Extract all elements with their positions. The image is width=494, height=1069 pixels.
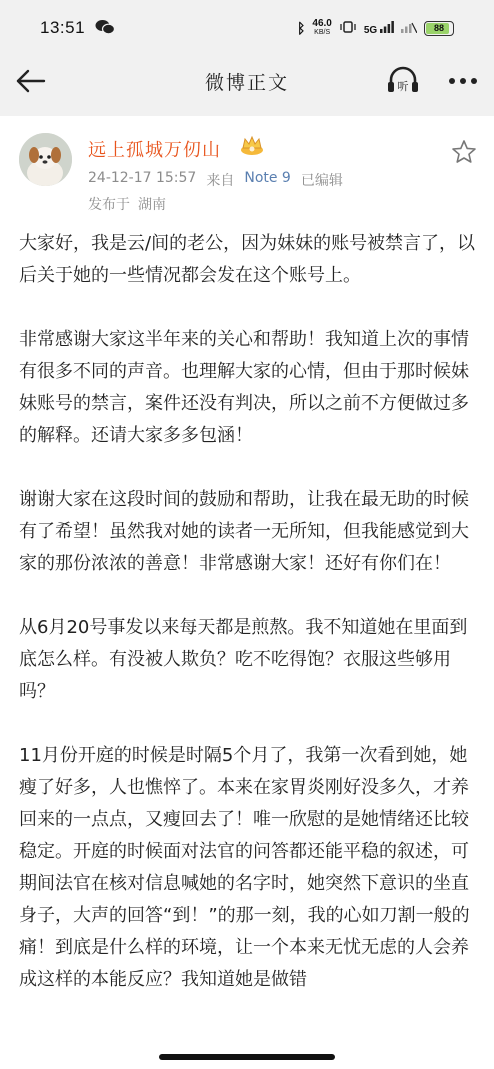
paragraph: 谢谢大家在这段时间的鼓励和帮助，让我在最无助的时候有了希望！虽然我对她的读者一无所知，但我能感觉到大家的那份浓浓的善意！非常感谢大家！还好有你们在！ <box>19 489 469 574</box>
status-icons <box>297 19 454 37</box>
signal-icon-secondary <box>401 21 417 36</box>
post-date: 24-12-17 15:57 <box>88 170 197 186</box>
home-indicator[interactable] <box>159 1054 335 1060</box>
status-bar <box>0 0 494 56</box>
post-body <box>19 228 479 1028</box>
more-icon[interactable] <box>446 64 480 98</box>
vip-crown-icon[interactable] <box>240 134 264 156</box>
post-meta <box>88 170 343 190</box>
page-title: 微博正文 <box>204 71 289 94</box>
vibrate-icon <box>339 21 357 36</box>
signal-label: 5G <box>363 24 378 36</box>
favorite-star-icon[interactable] <box>451 139 477 165</box>
network-speed-unit: KB/S <box>314 29 331 36</box>
from-label: 来自 <box>206 173 235 189</box>
bluetooth-icon: ᛒ <box>297 20 306 36</box>
listen-label: 听 <box>397 80 409 93</box>
back-arrow-icon[interactable] <box>14 64 48 98</box>
paragraph: 11月份开庭的时候是时隔5个月了，我第一次看到她，她瘦了好多，人也憔悴了。本来在家胃炎刚好没多久，才养回来的一点点，又瘦回去了！唯一欣慰的是她情绪还比较稳定。开庭的时候面对法官的问答都还能平稳的叙述，可期间法官在核对信息喊她的名字时，她突然下意识的坐直身子，大声的回答“到！”的那一刻，我的心如刀割一般的痛！到底是什么样的环境，让一个本来无忧无虑的人会养成这样的本能反应？我知道她是做错 <box>19 745 470 990</box>
nav-bar <box>0 56 494 106</box>
section-divider <box>0 106 494 116</box>
listen-icon[interactable] <box>385 63 421 99</box>
avatar[interactable] <box>19 133 72 186</box>
status-time: 13:51 <box>40 18 86 37</box>
post-location <box>88 194 166 214</box>
network-speed-value: 46.0 <box>312 18 332 29</box>
wechat-icon <box>95 19 115 38</box>
battery-icon <box>424 21 454 36</box>
paragraph: 大家好，我是云/间的老公，因为妹妹的账号被禁言了，以后关于她的一些情况都会发在这个账号上。 <box>19 233 476 286</box>
paragraph: 从6月20号事发以来每天都是煎熬。我不知道她在里面到底怎么样。有没被人欺负？吃不吃得饱？衣服这些够用吗？ <box>19 617 468 702</box>
edited-label[interactable]: 已编辑 <box>300 173 343 189</box>
network-speed <box>312 19 331 37</box>
post-device[interactable]: Note 9 <box>244 170 291 186</box>
published-in-label: 发布于 <box>88 197 130 213</box>
paragraph: 非常感谢大家这半年来的关心和帮助！我知道上次的事情有很多不同的声音。也理解大家的心情，但由于那时候妹妹账号的禁言，案件还没有判决，所以之前不方便做过多的解释。还请大家多多包涵！ <box>19 329 469 446</box>
location-name: 湖南 <box>138 197 166 213</box>
username[interactable]: 远上孤城万仞山 <box>88 140 221 161</box>
signal-icon <box>364 21 394 36</box>
battery-level: 88 <box>433 23 444 33</box>
